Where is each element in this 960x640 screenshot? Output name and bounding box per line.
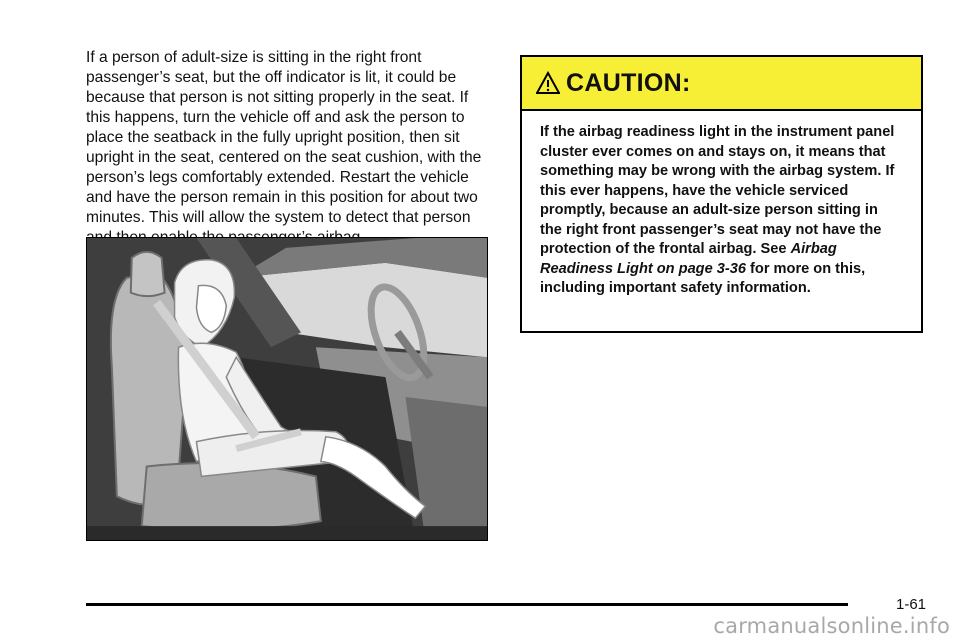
passenger-seated-illustration — [86, 237, 488, 541]
caution-body — [522, 111, 921, 299]
caution-body-text: If the airbag readiness light in the instrument panel cluster ever comes on and stays on, it means that something may be wrong with the airbag system. If this ever happens, have the vehicle serviced promptly, because an adult-size person sitting in the right front passenger’s seat may not have the protection of the frontal airbag. See — [540, 124, 895, 257]
caution-cross-reference: Airbag Readiness Light on page 3-36 — [540, 241, 837, 277]
caution-header — [522, 57, 921, 111]
caution-box — [520, 55, 923, 333]
caution-body-tail: for more on this, including important safety information. — [540, 260, 866, 296]
footer-rule — [86, 603, 848, 606]
page-number: 1-61 — [896, 596, 927, 613]
illustration-drawing — [87, 238, 487, 540]
warning-triangle-icon — [536, 71, 560, 95]
watermark: carmanualsonline.info — [713, 614, 950, 638]
instruction-paragraph: If a person of adult-size is sitting in the right front passenger’s seat, but the off indicator is lit, it could be because that person is not sitting properly in the seat. If this happens, turn the vehicle off and ask the person to place the seatback in the fully upright position, then sit upright in the seat, centered on the seat cushion, with the person’s legs comfortably extended. Restart the vehicle and have the person remain in this position for about two minutes. This will allow the system to detect that person — [86, 49, 482, 226]
caution-title: CAUTION: — [566, 68, 691, 97]
